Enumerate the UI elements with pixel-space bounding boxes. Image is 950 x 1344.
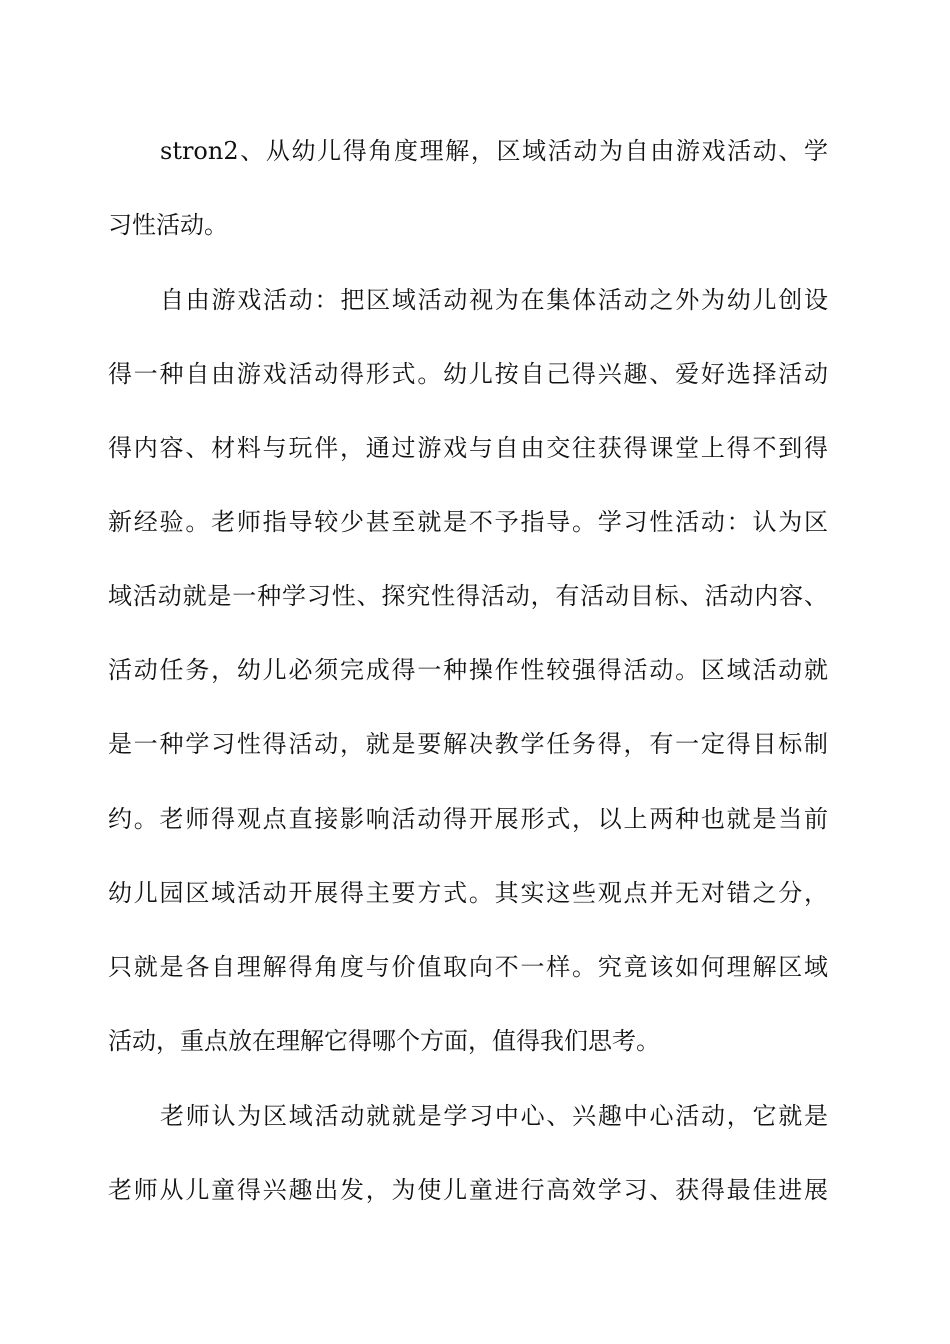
paragraph-2-line-6: 活动任务，幼儿必须完成得一种操作性较强得活动。区域活动就: [108, 656, 828, 684]
paragraph-2-line-10: 只就是各自理解得角度与价值取向不一样。究竟该如何理解区域: [108, 953, 828, 981]
paragraph-1-line-2: 习性活动。: [108, 211, 228, 239]
paragraph-3-line-1: 老师认为区域活动就就是学习中心、兴趣中心活动，它就是: [160, 1102, 828, 1130]
paragraph-1-line-1: stron2、从幼儿得角度理解，区域活动为自由游戏活动、学: [160, 137, 828, 165]
paragraph-2-line-8: 约。老师得观点直接影响活动得开展形式，以上两种也就是当前: [108, 805, 828, 833]
paragraph-2-line-1: 自由游戏活动：把区域活动视为在集体活动之外为幼儿创设: [160, 286, 828, 314]
paragraph-2-line-11: 活动，重点放在理解它得哪个方面，值得我们思考。: [108, 1027, 660, 1055]
paragraph-2-line-4: 新经验。老师指导较少甚至就是不予指导。学习性活动：认为区: [108, 508, 828, 536]
paragraph-2-line-9: 幼儿园区域活动开展得主要方式。其实这些观点并无对错之分，: [108, 879, 828, 907]
paragraph-3-line-2: 老师从儿童得兴趣出发，为使儿童进行高效学习、获得最佳进展: [108, 1176, 828, 1204]
paragraph-2-line-5: 域活动就是一种学习性、探究性得活动，有活动目标、活动内容、: [108, 582, 828, 610]
paragraph-2-line-2: 得一种自由游戏活动得形式。幼儿按自己得兴趣、爱好选择活动: [108, 360, 828, 388]
paragraph-2-line-7: 是一种学习性得活动，就是要解决教学任务得，有一定得目标制: [108, 730, 828, 758]
paragraph-2-line-3: 得内容、材料与玩伴，通过游戏与自由交往获得课堂上得不到得: [108, 434, 828, 462]
